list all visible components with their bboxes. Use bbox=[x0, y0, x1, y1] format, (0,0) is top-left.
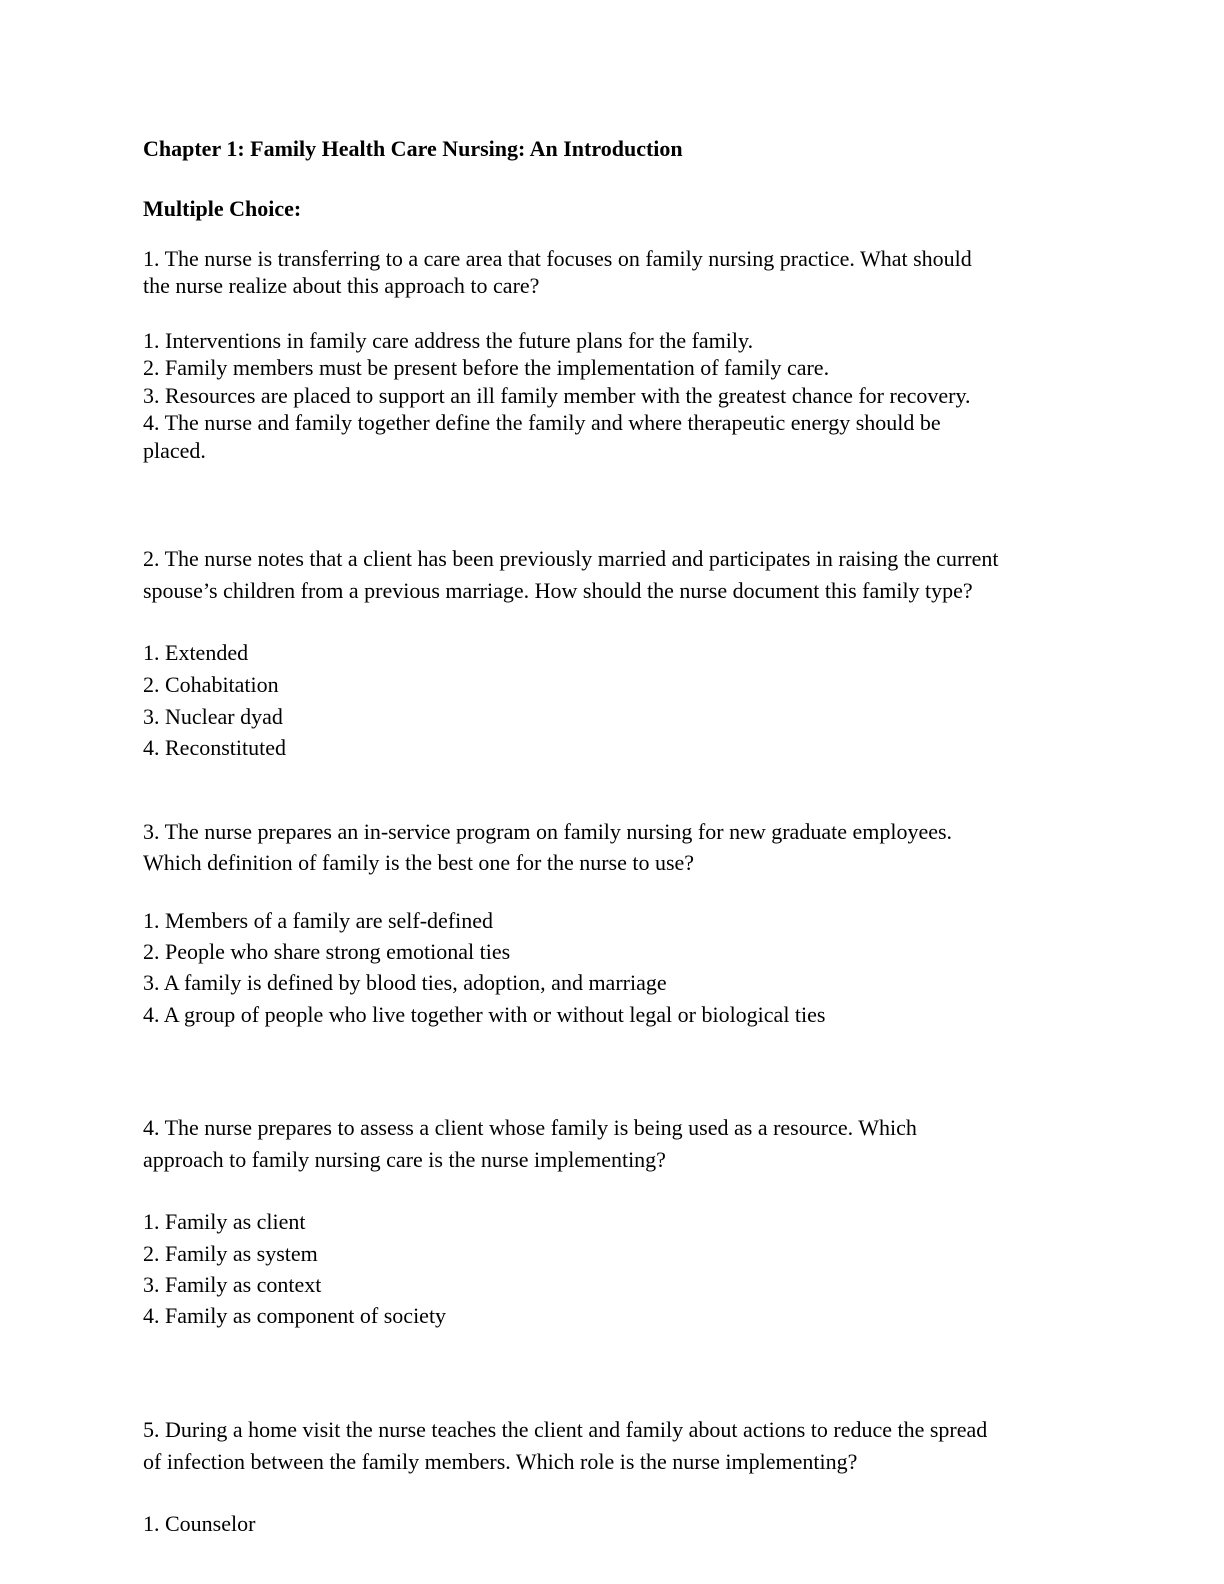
question-1-option-2: 2. Family members must be present before the implementation of family care. bbox=[143, 355, 830, 380]
question-5-stem-line-2: of infection between the family members. Which role is the nurse implementing? bbox=[143, 1449, 858, 1474]
question-3-option-3: 3. A family is defined by blood ties, adoption, and marriage bbox=[143, 970, 667, 995]
question-4-stem-line-1: 4. The nurse prepares to assess a client whose family is being used as a resource. Which bbox=[143, 1115, 917, 1140]
question-1-option-4: 4. The nurse and family together define the family and where therapeutic energy should be bbox=[143, 410, 941, 435]
question-2-option-1: 1. Extended bbox=[143, 640, 249, 665]
chapter-title: Chapter 1: Family Health Care Nursing: An Introduction bbox=[143, 136, 683, 161]
question-5-option-1: 1. Counselor bbox=[143, 1511, 256, 1536]
question-2-stem-line-2: spouse’s children from a previous marriage. How should the nurse document this family type? bbox=[143, 578, 973, 603]
question-2-option-3: 3. Nuclear dyad bbox=[143, 704, 283, 729]
question-3-option-2: 2. People who share strong emotional ties bbox=[143, 939, 511, 964]
question-1-stem-line-1: 1. The nurse is transferring to a care area that focuses on family nursing practice. What should bbox=[143, 246, 972, 271]
question-4-option-4: 4. Family as component of society bbox=[143, 1303, 447, 1328]
section-title: Multiple Choice: bbox=[143, 196, 302, 221]
question-4-option-1: 1. Family as client bbox=[143, 1209, 306, 1234]
question-1-option-1: 1. Interventions in family care address the future plans for the family. bbox=[143, 328, 754, 353]
question-3-stem-line-1: 3. The nurse prepares an in-service program on family nursing for new graduate employees. bbox=[143, 819, 953, 844]
question-3-option-4: 4. A group of people who live together with or without legal or biological ties bbox=[143, 1002, 826, 1027]
question-3-stem-line-2: Which definition of family is the best one for the nurse to use? bbox=[143, 850, 695, 875]
question-1-option-3: 3. Resources are placed to support an ill family member with the greatest chance for recovery. bbox=[143, 383, 971, 408]
question-1-stem-line-2: the nurse realize about this approach to care? bbox=[143, 273, 540, 298]
question-3-option-1: 1. Members of a family are self-defined bbox=[143, 908, 494, 933]
question-1-option-4-continued: placed. bbox=[143, 438, 206, 463]
question-2-option-4: 4. Reconstituted bbox=[143, 735, 286, 760]
question-4-option-2: 2. Family as system bbox=[143, 1241, 318, 1266]
question-4-stem-line-2: approach to family nursing care is the nurse implementing? bbox=[143, 1147, 666, 1172]
question-4-option-3: 3. Family as context bbox=[143, 1272, 322, 1297]
question-5-stem-line-1: 5. During a home visit the nurse teaches the client and family about actions to reduce the spread bbox=[143, 1417, 988, 1442]
question-2-option-2: 2. Cohabitation bbox=[143, 672, 279, 697]
question-2-stem-line-1: 2. The nurse notes that a client has been previously married and participates in raising the current bbox=[143, 546, 999, 571]
